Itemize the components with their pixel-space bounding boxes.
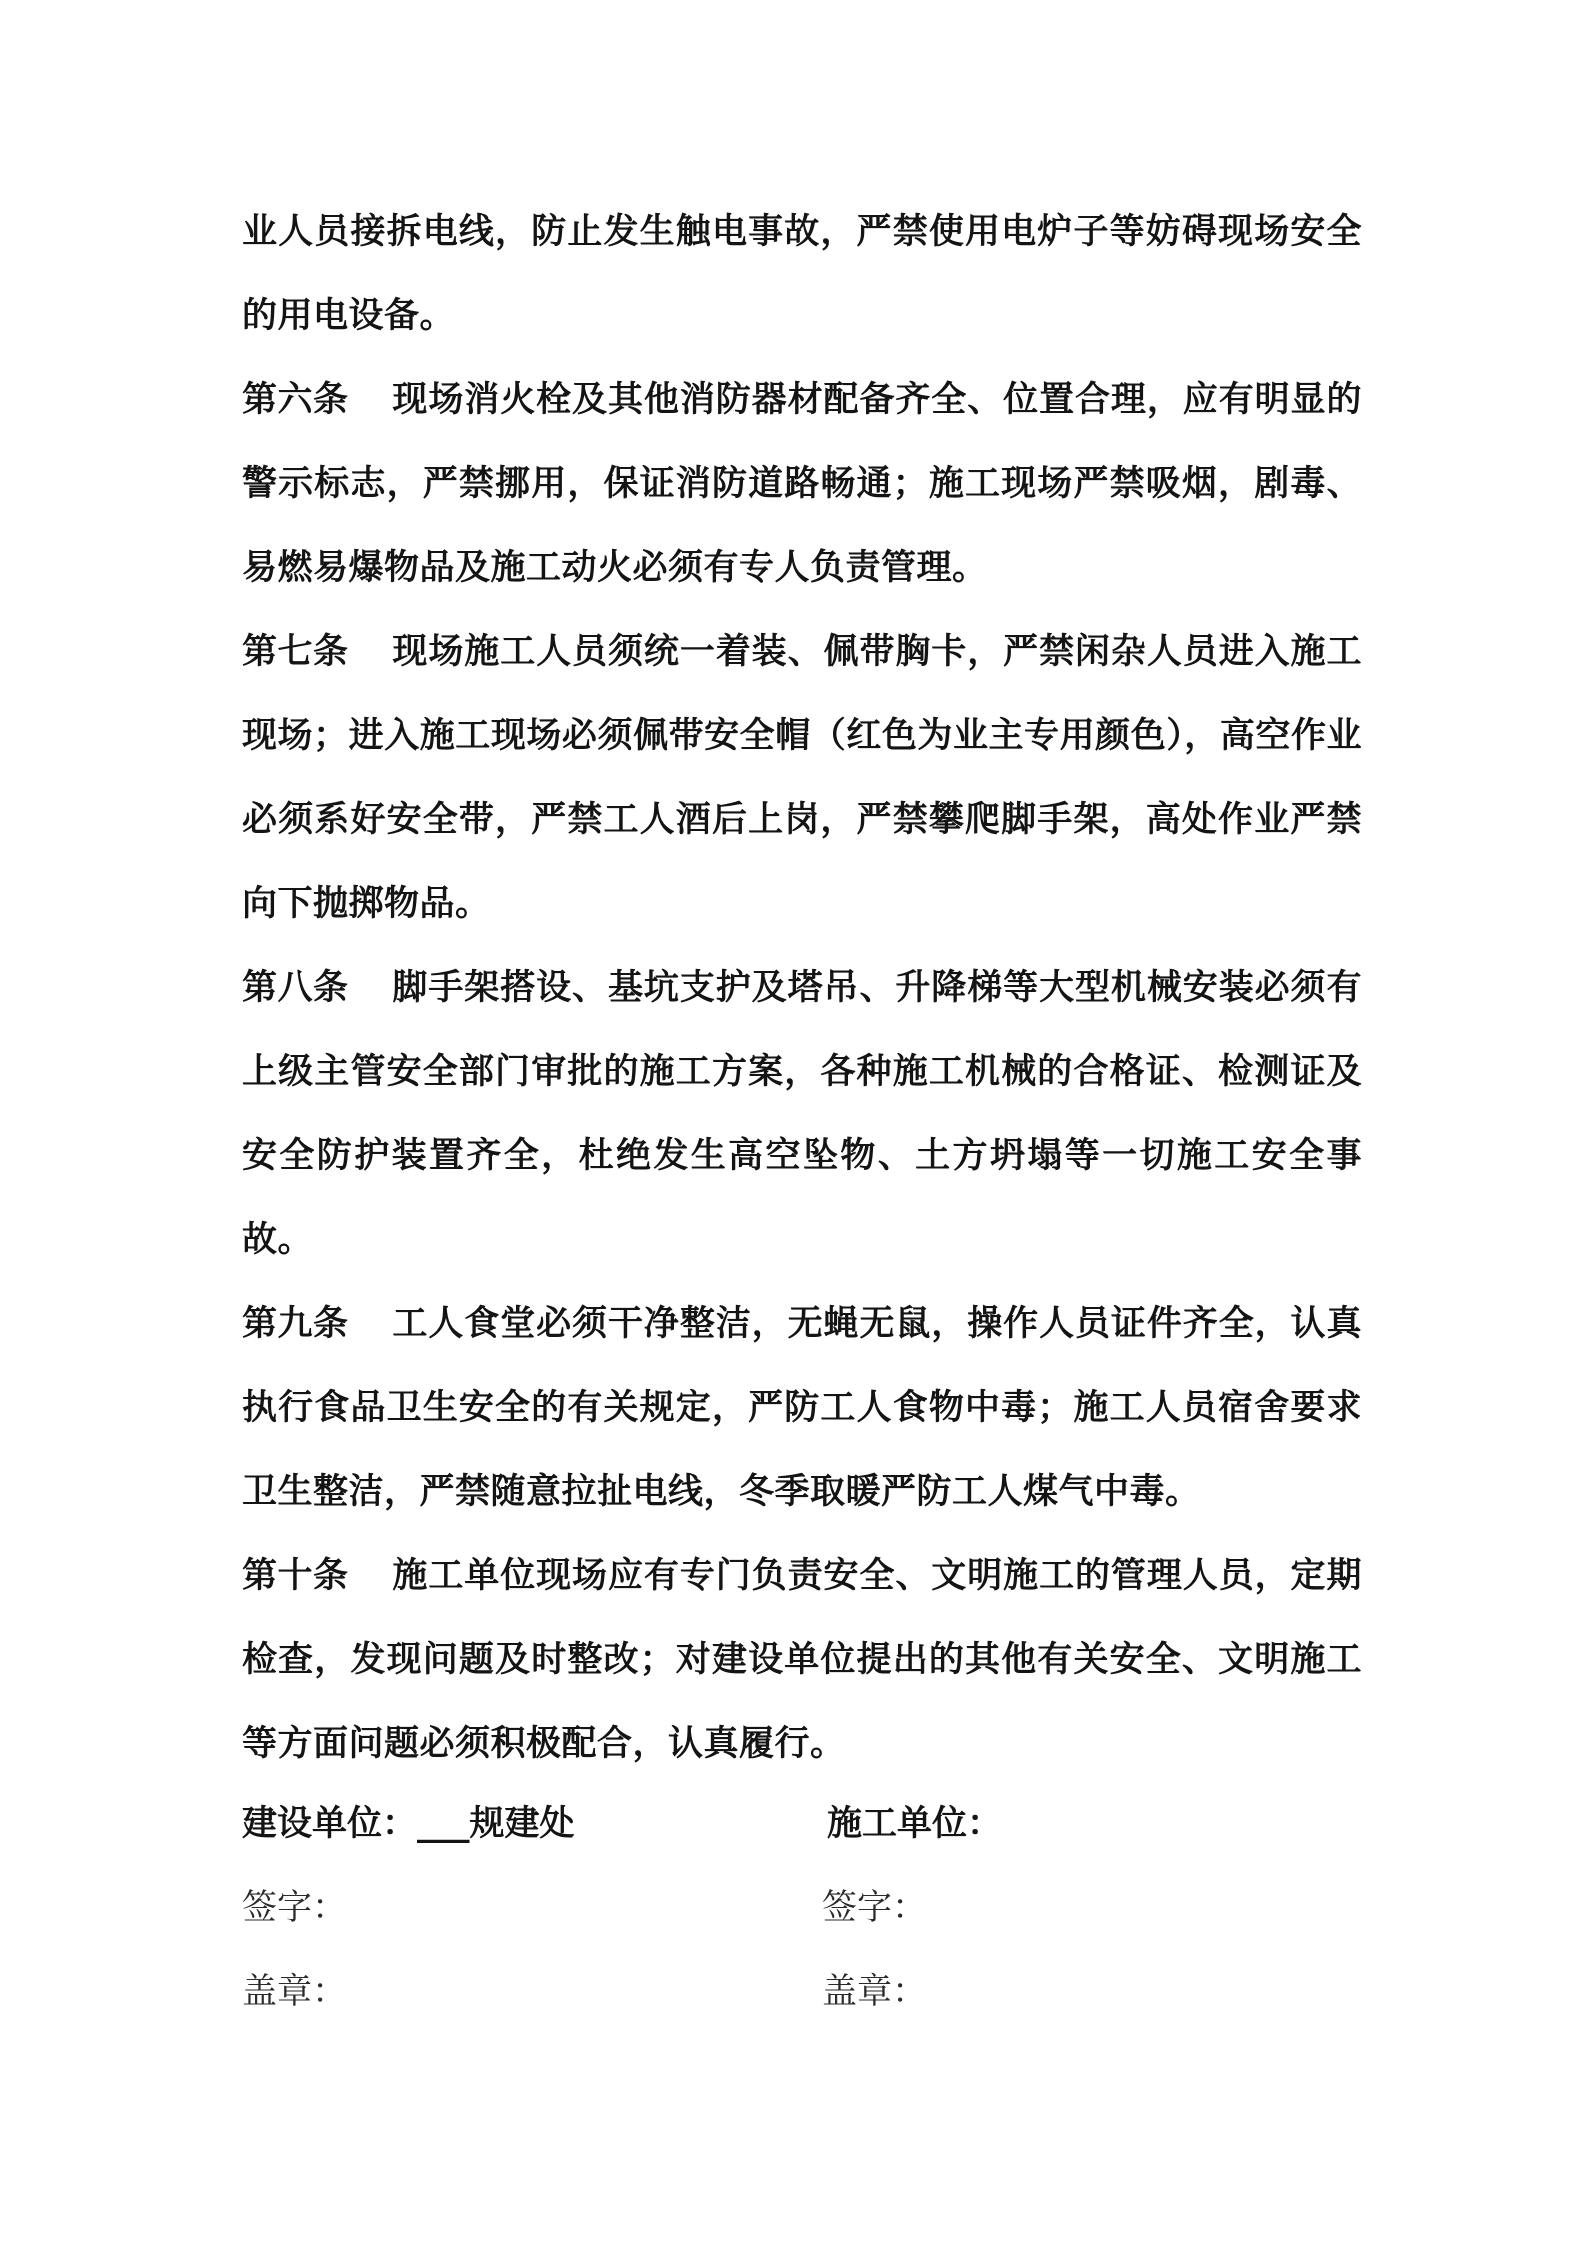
article-text: 工人食堂必须干净整洁，无蝇无鼠，操作人员证件齐全，认真执行食品卫生安全的有关规定，严防工人食物中毒；施工人员宿舍要求卫生整洁，严禁随意拉扯电线，冬季取暖严防工人煤气中毒。 bbox=[242, 1304, 1362, 1512]
signature-seal-row bbox=[242, 1950, 1362, 2034]
article-label: 第七条 bbox=[242, 632, 349, 672]
contract-body bbox=[242, 190, 1362, 1786]
article-6 bbox=[242, 358, 1362, 610]
article-text: 施工单位现场应有专门负责安全、文明施工的管理人员，定期检查，发现问题及时整改；对建设单位提出的其他有关安全、文明施工等方面问题必须积极配合，认真履行。 bbox=[242, 1556, 1362, 1764]
article-text: 脚手架搭设、基坑支护及塔吊、升降梯等大型机械安装必须有上级主管安全部门审批的施工方案，各种施工机械的合格证、检测证及安全防护装置齐全，杜绝发生高空坠物、土方坍塌等一切施工安全事故。 bbox=[242, 968, 1362, 1260]
contractor-unit-label: 施工单位： bbox=[827, 1804, 1003, 1844]
article-10 bbox=[242, 1534, 1362, 1786]
signature-sign-row bbox=[242, 1866, 1362, 1950]
article-text: 现场施工人员须统一着装、佩带胸卡，严禁闲杂人员进入施工现场；进入施工现场必须佩带安全帽（红色为业主专用颜色），高空作业必须系好安全带，严禁工人酒后上岗，严禁攀爬脚手架，高处作业严禁向下抛掷物品。 bbox=[242, 632, 1362, 924]
article-text: 现场消火栓及其他消防器材配备齐全、位置合理，应有明显的警示标志，严禁挪用，保证消防道路畅通；施工现场严禁吸烟，剧毒、易燃易爆物品及施工动火必须有专人负责管理。 bbox=[242, 380, 1362, 588]
seal-label-right: 盖章： bbox=[822, 1972, 928, 2012]
article-8 bbox=[242, 946, 1362, 1282]
article-label: 第六条 bbox=[242, 380, 349, 420]
construction-unit-value: ___规建处 bbox=[417, 1804, 575, 1844]
article-label: 第八条 bbox=[242, 968, 349, 1008]
article-9 bbox=[242, 1282, 1362, 1534]
sign-label-right: 签字： bbox=[822, 1888, 928, 1928]
signature-units-row bbox=[242, 1782, 1362, 1866]
construction-unit-label: 建设单位： bbox=[242, 1804, 418, 1844]
article-label: 第十条 bbox=[242, 1556, 349, 1596]
continuation-paragraph: 业人员接拆电线，防止发生触电事故，严禁使用电炉子等妨碍现场安全的用电设备。 bbox=[242, 212, 1362, 336]
article-7 bbox=[242, 610, 1362, 946]
seal-label-left: 盖章： bbox=[242, 1972, 348, 2012]
article-label: 第九条 bbox=[242, 1304, 349, 1344]
construction-unit bbox=[242, 1782, 575, 1866]
sign-label-left: 签字： bbox=[242, 1888, 348, 1928]
